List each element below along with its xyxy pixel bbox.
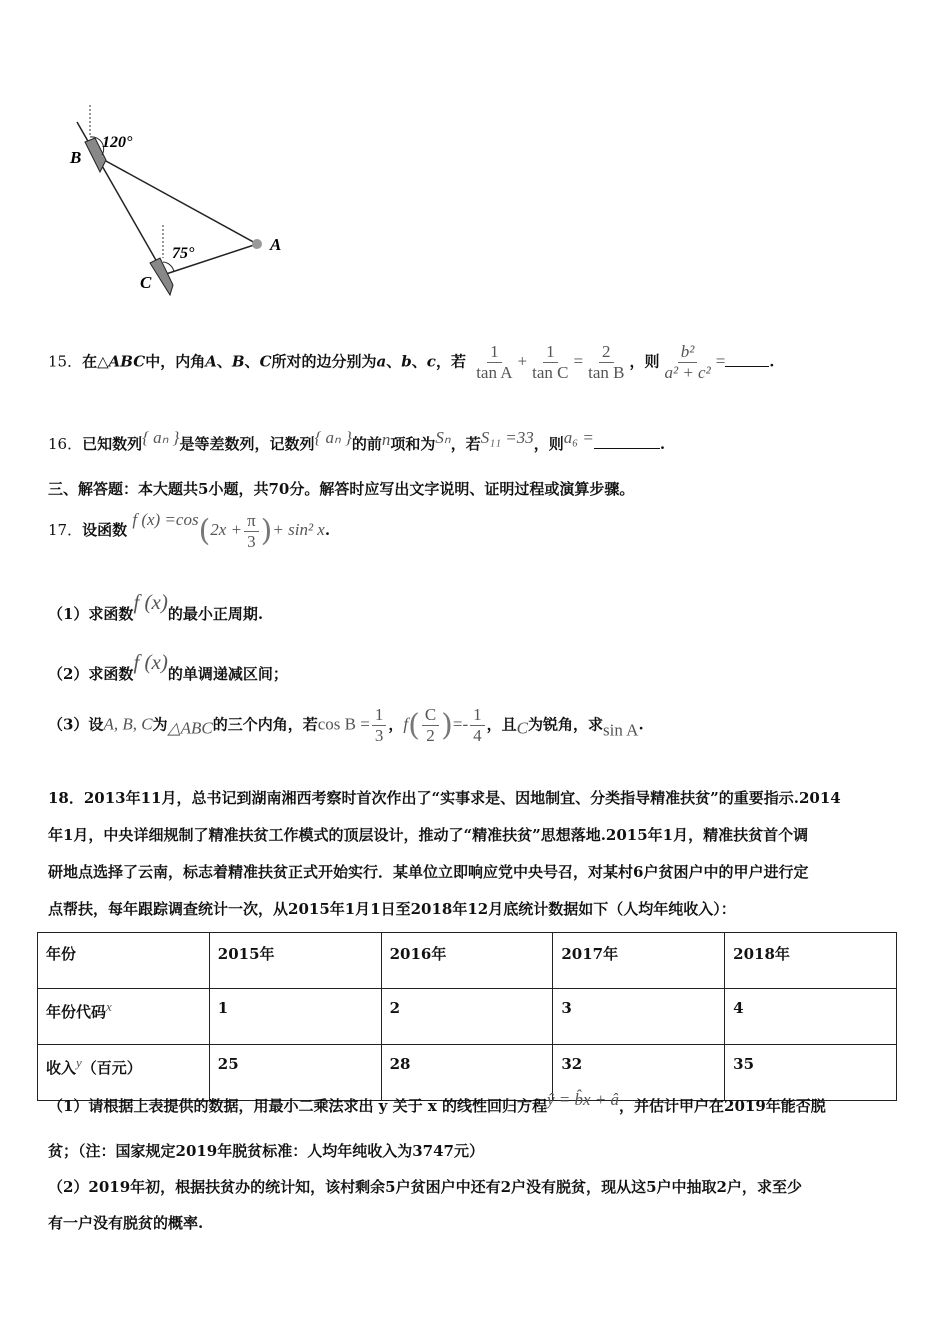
numerator: π (244, 511, 259, 532)
q15-text: 在△ (82, 352, 109, 371)
denominator: tan C (532, 363, 569, 382)
table-row (38, 933, 897, 989)
paren: ( (198, 513, 211, 549)
header-cell: 2018年 (725, 933, 897, 989)
equals: = (573, 351, 584, 371)
numerator: 1 (470, 705, 485, 726)
regression-eq: ŷ = b̂x + â (547, 1090, 620, 1109)
equals-neg: =- (452, 714, 469, 734)
table-row (38, 989, 897, 1045)
text: ，且 (486, 715, 517, 734)
q15-var: B (231, 352, 245, 371)
q17-part-1 (48, 590, 263, 624)
cell: 4 (725, 989, 897, 1045)
q18-part-2: （2）2019年初，根据扶贫办的统计知，该村剩余5户贫困户中还有2户没有脱贫，现从这5户中抽取2户，求至少 (48, 1178, 802, 1196)
denominator: 2 (426, 726, 435, 745)
denominator: tan B (588, 363, 625, 382)
fx: f (x) (133, 590, 168, 614)
expr: + sin² x (272, 520, 325, 539)
q15-text: ，则 (629, 352, 660, 371)
triangle: △ABC (167, 718, 213, 738)
label-a: A (270, 235, 282, 254)
cell: 3 (553, 989, 725, 1045)
angle-b: 120° (102, 134, 133, 151)
fraction (529, 342, 571, 383)
cell: 1 (209, 989, 381, 1045)
paren: ) (260, 513, 273, 549)
q18-line: 年1月，中央详细规制了精准扶贫工作模式的顶层设计，推动了“精准扶贫”思想落地.2015年1月，精准扶贫首个调 (48, 826, 809, 844)
numerator: 1 (372, 705, 387, 726)
header-cell: 2015年 (209, 933, 381, 989)
label: 年份代码 (46, 1003, 107, 1021)
q15-sep: 、 (411, 352, 427, 371)
fraction (422, 705, 439, 746)
text: 的单调递减区间； (167, 665, 288, 683)
comma: ， (388, 715, 404, 734)
q16-text: ，则 (533, 435, 564, 453)
header-cell: 2016年 (381, 933, 553, 989)
q16-text: ，若 (450, 435, 481, 453)
q17-part-2 (48, 650, 288, 684)
income-table (37, 932, 897, 1101)
numerator: 1 (543, 342, 558, 363)
q18-part-1 (48, 1090, 826, 1116)
q15-var: A (205, 352, 217, 371)
label: （2）求函数 (48, 665, 134, 683)
q18-line: 研地点选择了云南，标志着精准扶贫正式开始实行．某单位立即响应党中央号召，对某村6户贫困户中的甲户进行定 (48, 863, 809, 881)
cell: 28 (381, 1045, 553, 1101)
text: 的三个内角，若 (212, 715, 318, 734)
numerator: 2 (599, 342, 614, 363)
function-def: f (x) =cos (132, 510, 199, 529)
sequence: { aₙ } (314, 428, 352, 447)
q15-sep: 、 (216, 352, 232, 371)
q18-line: 18．2013年11月，总书记到湖南湘西考察时首次作出了“实事求是、因地制宜、分类指导精准扶贫”的重要指示.2014 (48, 789, 841, 807)
unit: （百元） (81, 1059, 142, 1077)
var-n: n (381, 430, 391, 449)
fraction (372, 705, 387, 746)
q15-number: 15． (48, 352, 83, 371)
equals: = (715, 351, 726, 371)
q16-text: 是等差数列，记数列 (179, 435, 315, 453)
q16-text: 项和为 (390, 435, 436, 453)
numerator: C (422, 705, 439, 726)
var: x (106, 999, 112, 1014)
question-15 (48, 342, 775, 383)
q16-number: 16． (48, 435, 83, 453)
numerator: 1 (487, 342, 502, 363)
q18-part-2-cont: 有一户没有脱贫的概率. (48, 1214, 204, 1232)
fraction (244, 511, 259, 552)
paren: ) (441, 708, 453, 743)
q15-sep: 、 (386, 352, 402, 371)
var: y (76, 1055, 82, 1070)
denominator: 4 (473, 726, 482, 745)
question-17 (48, 510, 330, 552)
q16-text: 已知数列 (82, 435, 143, 453)
cell: 2 (381, 989, 553, 1045)
label: （3）设 (48, 715, 104, 734)
sin-a: sin A (603, 720, 639, 740)
angle-c: 75° (172, 245, 195, 262)
q15-var: C (259, 352, 272, 371)
denominator: tan A (476, 363, 513, 382)
text: 为 (152, 715, 168, 734)
q16-text: 的前 (351, 435, 382, 453)
header-cell: 年份 (38, 933, 210, 989)
label-c: C (140, 273, 152, 292)
q15-abc: ABC (108, 352, 146, 371)
label-b: B (70, 148, 82, 167)
q15-sep: 、 (244, 352, 260, 371)
q15-var: b (401, 352, 412, 371)
cell: 35 (725, 1045, 897, 1101)
q17-part-3 (48, 705, 644, 746)
section-heading: 三、解答题：本大题共5小题，共70分。解答时应写出文字说明、证明过程或演算步骤。 (48, 480, 635, 498)
q17-number: 17． (48, 521, 83, 539)
q15-var: c (426, 352, 436, 371)
label: 收入 (46, 1059, 77, 1077)
q18-part-1-cont: 贫；（注：国家规定2019年脱贫标准：人均年纯收入为3747元） (48, 1142, 484, 1160)
row-label (38, 989, 210, 1045)
period: . (769, 352, 775, 371)
q18-line: 点帮扶，每年跟踪调查统计一次，从2015年1月1日至2018年12月底统计数据如下（人均年纯收入）： (48, 900, 736, 918)
text: ，并估计甲户在2019年能否脱 (619, 1097, 826, 1115)
fraction (661, 342, 713, 383)
text: 为锐角，求 (528, 715, 604, 734)
q15-text: 所对的边分别为 (271, 352, 377, 371)
answer-blank (725, 352, 769, 367)
var-a6: a₆ = (563, 428, 594, 447)
var-c: C (516, 718, 528, 738)
q15-var: a (376, 352, 387, 371)
label: （1）求函数 (48, 605, 134, 623)
condition: S₁₁ =33 (480, 428, 534, 447)
q15-text: ，若 (435, 352, 466, 371)
sequence: { aₙ } (142, 428, 180, 447)
header-cell: 2017年 (553, 933, 725, 989)
var-sn: Sₙ (435, 428, 451, 447)
f: f (403, 714, 409, 734)
text: （1）请根据上表提供的数据，用最小二乘法求出 y 关于 x 的线性回归方程 (48, 1097, 547, 1115)
fraction (585, 342, 627, 383)
numerator: b² (678, 342, 698, 363)
fraction (470, 705, 485, 746)
text: 的最小正周期. (167, 605, 264, 623)
question-16 (48, 428, 665, 454)
answer-blank (594, 434, 660, 449)
paren: ( (408, 708, 420, 743)
denominator: 3 (374, 726, 384, 745)
period: . (659, 435, 666, 453)
period: . (638, 715, 644, 734)
question-18 (48, 780, 908, 928)
cell: 25 (209, 1045, 381, 1101)
expr: 2x + (210, 520, 243, 539)
cos-b: cos B = (317, 714, 370, 734)
q17-text: 设函数 (82, 521, 128, 539)
q15-text: 中，内角 (145, 352, 206, 371)
plus: + (517, 351, 528, 371)
denominator: 3 (247, 531, 256, 551)
fraction (473, 342, 515, 383)
period: . (324, 521, 331, 539)
fx: f (x) (133, 650, 168, 674)
ship-diagram (60, 95, 300, 300)
abc: A, B, C (103, 714, 153, 734)
denominator: a² + c² (664, 363, 711, 382)
cell: 32 (553, 1045, 725, 1101)
